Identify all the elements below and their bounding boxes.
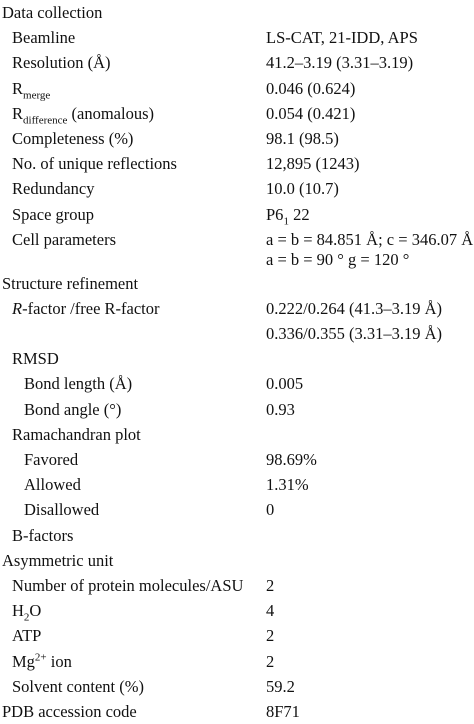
row-label: Bond length (Å) (24, 374, 133, 394)
row-value: 41.2–3.19 (3.31–3.19) (266, 53, 414, 73)
row-value: 59.2 (266, 676, 295, 696)
row-value: 98.69% (266, 450, 317, 469)
row-value (266, 202, 310, 227)
row-label (12, 76, 50, 101)
row-value: LS-CAT, 21-IDD, APS (266, 28, 418, 48)
row-value (266, 229, 473, 269)
row-value: 0.93 (266, 399, 295, 419)
table-row (0, 623, 474, 648)
label-rest: -factor /free R-factor (22, 298, 160, 318)
value-subscript: 1 (283, 214, 289, 227)
row-value: 0.005 (266, 374, 304, 394)
row-label: Favored (24, 450, 79, 469)
row-label: Allowed (24, 475, 81, 495)
row-value: 98.1 (98.5) (266, 128, 339, 148)
label-main: H (12, 601, 24, 621)
label-main: R (12, 103, 24, 123)
row-label: No. of unique reflections (12, 154, 177, 174)
row-label: Completeness (%) (12, 128, 134, 148)
value-main: P6 (266, 204, 284, 224)
table-row (0, 422, 474, 447)
subsection-rmsd: RMSD (12, 349, 59, 369)
row-value: 0 (266, 500, 275, 520)
table-row (0, 674, 474, 699)
row-label: Space group (12, 204, 95, 224)
row-label: Resolution (Å) (12, 53, 111, 73)
label-rest: (anomalous) (67, 103, 155, 123)
table-row (0, 25, 474, 50)
label-rest: O (29, 601, 42, 621)
label-superscript: 2+ (34, 651, 47, 663)
label-rest: ion (46, 651, 72, 671)
row-label (12, 649, 72, 674)
table-row (0, 50, 474, 75)
row-value: 8F71 (266, 701, 300, 721)
row-label: PDB accession code (2, 701, 137, 721)
table-row (0, 472, 474, 497)
row-label (12, 296, 160, 321)
table-row (0, 598, 474, 623)
cell-parameters-line-2: a = b = 90 ° g = 120 ° (266, 249, 410, 269)
section-heading-asymmetric-unit: Asymmetric unit (2, 550, 114, 570)
row-label (12, 101, 154, 126)
row-value: 0.336/0.355 (3.31–3.19 Å) (266, 324, 442, 344)
table-row (0, 649, 474, 674)
row-value: 2 (266, 651, 275, 671)
table-row (0, 447, 474, 472)
table-row (0, 699, 474, 724)
row-value: 1.31% (266, 475, 309, 495)
label-subscript: 2 (23, 611, 30, 624)
row-label: Number of protein molecules/ASU (12, 575, 244, 595)
row-value: 4 (266, 601, 275, 621)
row-value: 12,895 (1243) (266, 154, 360, 174)
row-value: 10.0 (10.7) (266, 179, 339, 199)
table-row (0, 271, 474, 296)
table-row (0, 497, 474, 522)
label-main: R (12, 78, 24, 98)
label-subscript: merge (23, 88, 51, 101)
table-row (0, 176, 474, 201)
row-label (12, 598, 41, 623)
row-value: 2 (266, 575, 275, 595)
table-row (0, 548, 474, 573)
row-value: 0.054 (0.421) (266, 103, 356, 123)
row-label: Redundancy (12, 179, 95, 199)
section-heading-structure-refinement: Structure refinement (2, 273, 139, 293)
row-label: Beamline (12, 28, 76, 48)
label-italic: R (12, 298, 23, 318)
table-row (0, 371, 474, 396)
row-label: Cell parameters (12, 229, 116, 249)
row-label: ATP (12, 626, 42, 646)
row-value: 0.046 (0.624) (266, 78, 356, 98)
row-label: Disallowed (24, 500, 100, 520)
table-row (0, 101, 474, 126)
table-row (0, 151, 474, 176)
subsection-ramachandran: Ramachandran plot (12, 424, 141, 444)
table-row (0, 0, 474, 25)
cell-parameters-line-1: a = b = 84.851 Å; c = 346.07 Å (266, 229, 474, 249)
label-main: Mg (12, 651, 35, 671)
table-row (0, 523, 474, 548)
label-subscript: difference (23, 114, 68, 127)
section-heading-data-collection: Data collection (2, 3, 103, 22)
table-row (0, 296, 474, 321)
table-row (0, 126, 474, 151)
row-label: Solvent content (%) (12, 676, 144, 696)
table-row (0, 346, 474, 371)
table-row (0, 321, 474, 346)
row-value: 2 (266, 626, 275, 646)
table-row (0, 397, 474, 422)
value-rest: 22 (288, 204, 310, 224)
subsection-b-factors: B-factors (12, 525, 74, 545)
table-row (0, 573, 474, 598)
table-row (0, 227, 474, 271)
table-row (0, 202, 474, 227)
row-value: 0.222/0.264 (41.3–3.19 Å) (266, 298, 442, 318)
table-row (0, 76, 474, 101)
row-label: Bond angle (°) (24, 399, 122, 419)
